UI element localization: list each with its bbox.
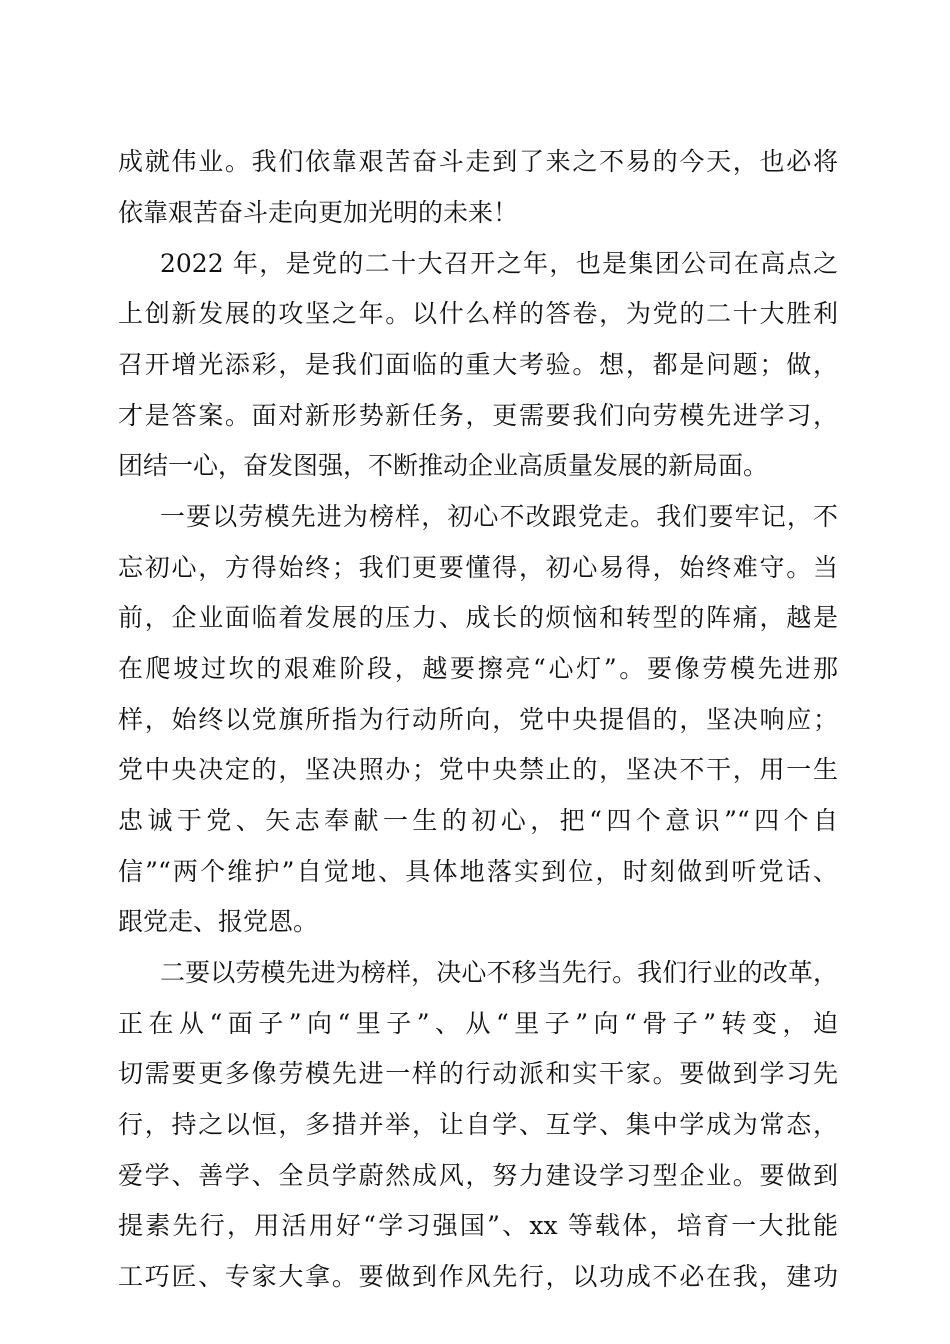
- text-line-22: 提素先行，用活用好“学习强国”、xx 等载体，培育一大批能: [118, 1211, 838, 1240]
- text-line-14: 忠诚于党、矢志奉献一生的初心，把“四个意识”“四个自: [118, 806, 838, 835]
- text-line-19: 切需要更多像劳模先进一样的行动派和实干家。要做到学习先: [118, 1059, 838, 1088]
- text-line-7: 团结一心，奋发图强，不断推动企业高质量发展的新局面。: [118, 451, 769, 480]
- text-line-2: 依靠艰苦奋斗走向更加光明的未来！: [118, 198, 519, 227]
- text-line-4: 上创新发展的攻坚之年。以什么样的答卷，为党的二十大胜利: [118, 299, 838, 328]
- text-line-20: 行，持之以恒，多措并举，让自学、互学、集中学成为常态，: [118, 1110, 838, 1139]
- text-line-15: 信”“两个维护”自觉地、具体地落实到位，时刻做到听党话、: [118, 857, 838, 886]
- text-line-11: 在爬坡过坎的艰难阶段，越要擦亮“心灯”。要像劳模先进那: [118, 654, 838, 683]
- text-line-13: 党中央决定的，坚决照办；党中央禁止的，坚决不干，用一生: [118, 755, 838, 784]
- text-line-6: 才是答案。面对新形势新任务，更需要我们向劳模先进学习，: [118, 401, 838, 430]
- text-line-1: 成就伟业。我们依靠艰苦奋斗走到了来之不易的今天，也必将: [118, 147, 838, 176]
- text-line-3: 2022 年，是党的二十大召开之年，也是集团公司在高点之: [160, 249, 838, 278]
- text-line-10: 前，企业面临着发展的压力、成长的烦恼和转型的阵痛，越是: [118, 603, 838, 632]
- text-line-18: 正在从“面子”向“里子”、从“里子”向“骨子”转变，迫: [118, 1009, 838, 1038]
- text-line-5: 召开增光添彩，是我们面临的重大考验。想，都是问题；做，: [118, 350, 838, 379]
- text-line-12: 样，始终以党旗所指为行动所向，党中央提倡的，坚决响应；: [118, 705, 838, 734]
- text-line-23: 工巧匠、专家大拿。要做到作风先行，以功成不必在我，建功: [118, 1262, 838, 1291]
- text-line-8: 一要以劳模先进为榜样，初心不改跟党走。我们要牢记，不: [160, 502, 838, 531]
- text-line-9: 忘初心，方得始终；我们更要懂得，初心易得，始终难守。当: [118, 553, 838, 582]
- text-line-17: 二要以劳模先进为榜样，决心不移当先行。我们行业的改革，: [160, 958, 838, 987]
- text-line-16: 跟党走、报党恩。: [118, 907, 319, 936]
- text-line-21: 爱学、善学、全员学蔚然成风，努力建设学习型企业。要做到: [118, 1161, 838, 1190]
